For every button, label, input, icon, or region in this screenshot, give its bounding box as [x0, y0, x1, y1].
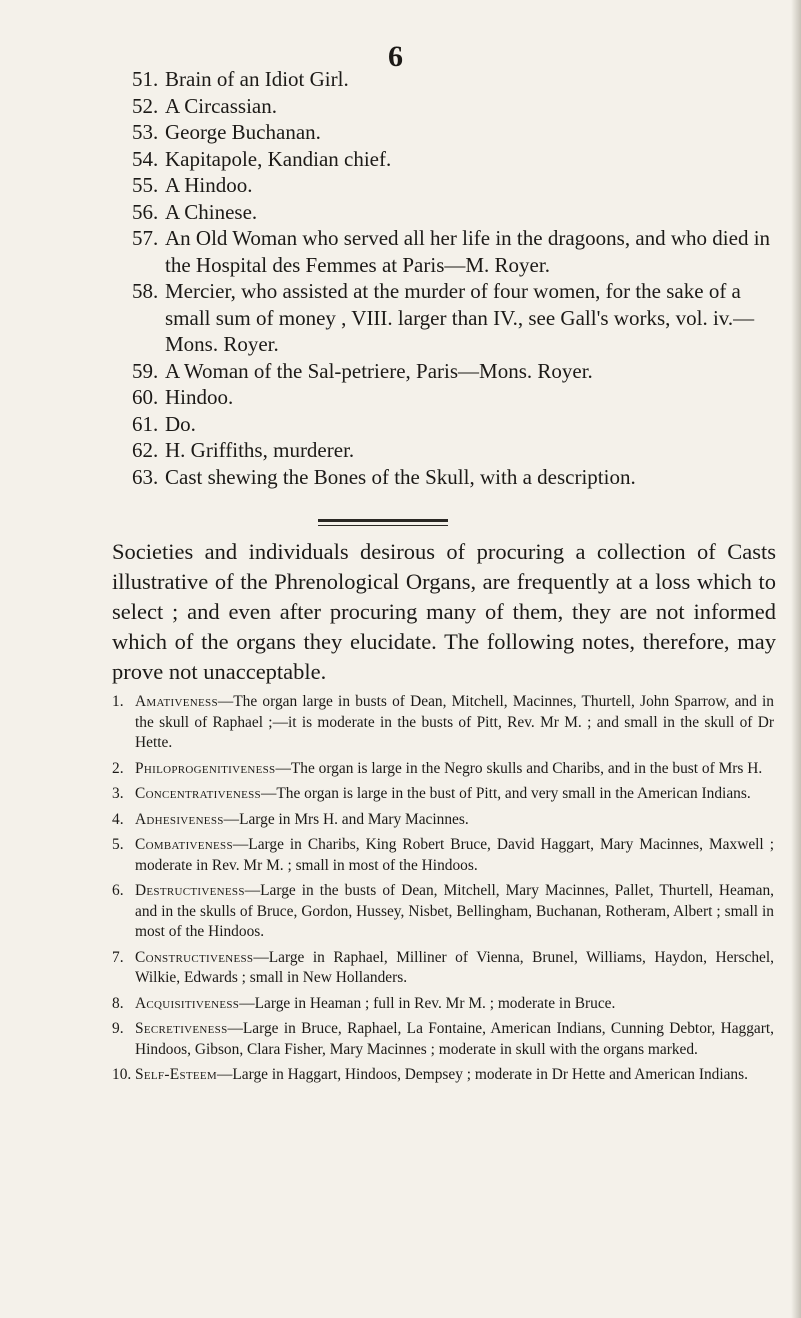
organ-name: Concentrativeness [135, 785, 261, 802]
organ-name: Combativeness [135, 836, 233, 853]
organ-note: 1. Amativeness—The organ large in busts of Dean, Mitchell, Macinnes, Thurtell, John Sparrow, and in the skull of Raphael ;—it is moderate in the busts of Pitt, Rev. Mr M. ; and small in the skull of Dr Hette. [112, 692, 774, 754]
note-number: 1. [112, 693, 124, 710]
entry-text: H. Griffiths, murderer. [165, 438, 355, 462]
note-number: 10. [112, 1066, 132, 1083]
organ-note: 9. Secretiveness—Large in Bruce, Raphael, La Fontaine, American Indians, Cunning Debtor, Haggart, Hindoos, Gibson, Clara Fisher, Mary Macinnes ; moderate in skull with the organs marked. [112, 1019, 774, 1060]
note-text: Large in Haggart, Hindoos, Dempsey ; moderate in Dr Hette and American Indians. [232, 1066, 748, 1083]
entry-text: An Old Woman who served all her life in the dragoons, and who died in the Hospital des Femmes at Paris—M. Royer. [165, 226, 771, 277]
organ-name: Self-Esteem [135, 1066, 217, 1083]
note-text: Large in Mrs H. and Mary Macinnes. [239, 810, 469, 828]
entry-number: 63. [132, 464, 159, 489]
note-number: 7. [112, 948, 124, 966]
catalogue-entry [132, 411, 772, 438]
intro-paragraph: Societies and individuals desirous of procuring a collection of Casts illustrative of the Phrenological Organs, are frequently at a loss which to select ; and even after procuring many of them, they are not informed which of the organs they elucidate. The following notes, therefore, may prove not unacceptable. [112, 539, 776, 684]
note-text: Large in the busts of Dean, Mitchell, Mary Macinnes, Pallet, Thurtell, Heaman, and in the skulls of Bruce, Gordon, Hussey, Nisbet, Bellingham, Buchanan, Rotheram, Albert ; small in most of the Hindoos. [135, 882, 774, 940]
entry-number: 55. [132, 173, 159, 197]
catalogue-entry [132, 358, 772, 385]
note-number: 9. [112, 1020, 124, 1037]
note-text: Large in Charibs, King Robert Bruce, David Haggart, Mary Macinnes, Maxwell ; moderate in Rev. Mr M. ; small in most of the Hindoos. [135, 836, 774, 874]
entry-number: 56. [132, 199, 159, 224]
entry-text: Kapitapole, Kandian chief. [165, 146, 392, 171]
note-number: 3. [112, 785, 124, 802]
organ-note: 4. Adhesiveness—Large in Mrs H. and Mary Macinnes. [112, 810, 774, 831]
note-text: The organ large in busts of Dean, Mitchell, Macinnes, Thurtell, John Sparrow, and in the skull of Raphael ;—it is moderate in the busts of Pitt, Rev. Mr M. ; and small in the skull of Dr Hette. [135, 693, 774, 751]
organ-notes-list [112, 692, 774, 1091]
catalogue-entry [132, 464, 772, 491]
note-text: Large in Heaman ; full in Rev. Mr M. ; moderate in Bruce. [254, 994, 616, 1012]
note-number: 2. [112, 759, 124, 777]
page-number: 6 [388, 40, 403, 73]
catalogue-entry [132, 93, 772, 120]
entry-number: 60. [132, 385, 159, 409]
page-edge-shadow [791, 0, 801, 1318]
catalogue-entry [132, 437, 772, 464]
note-text: The organ is large in the bust of Pitt, and very small in the American Indians. [276, 785, 751, 802]
catalogue-entry [132, 119, 772, 146]
organ-note: 7. Constructiveness—Large in Raphael, Milliner of Vienna, Brunel, Williams, Haydon, Herschel, Wilkie, Edwards ; small in New Hollanders. [112, 948, 774, 989]
catalogue-entry [132, 146, 772, 173]
organ-note: 3. Concentrativeness—The organ is large in the bust of Pitt, and very small in the American Indians. [112, 784, 774, 805]
section-divider-thick [318, 519, 448, 522]
entry-text: A Circassian. [165, 93, 277, 118]
note-number: 8. [112, 994, 124, 1012]
organ-name: Acquisitiveness [135, 994, 240, 1012]
organ-name: Amativeness [135, 693, 218, 710]
entry-text: A Chinese. [165, 199, 258, 224]
entry-text: Mercier, who assisted at the murder of four women, for the sake of a small sum of money , VIII. larger than IV., see Gall's works, vol. iv.—Mons. Royer. [165, 279, 755, 356]
section-divider-thin [318, 525, 448, 526]
note-number: 4. [112, 810, 124, 828]
entry-text: George Buchanan. [165, 120, 321, 144]
cast-catalogue-list [132, 66, 772, 490]
catalogue-entry [132, 384, 772, 411]
entry-text: A Woman of the Sal-petriere, Paris—Mons. Royer. [165, 358, 593, 383]
entry-text: Brain of an Idiot Girl. [165, 67, 349, 91]
note-number: 5. [112, 836, 124, 853]
note-text: Large in Bruce, Raphael, La Fontaine, American Indians, Cunning Debtor, Haggart, Hindoos, Gibson, Clara Fisher, Mary Macinnes ; moderate in skull with the organs marked. [135, 1020, 774, 1058]
entry-text: Cast shewing the Bones of the Skull, with a description. [165, 464, 636, 489]
organ-note: 8. Acquisitiveness—Large in Heaman ; full in Rev. Mr M. ; moderate in Bruce. [112, 994, 774, 1015]
organ-note: 2. Philoprogenitiveness—The organ is large in the Negro skulls and Charibs, and in the bust of Mrs H. [112, 759, 774, 780]
entry-number: 59. [132, 358, 159, 383]
organ-name: Secretiveness [135, 1020, 228, 1037]
organ-name: Destructiveness [135, 882, 245, 899]
entry-number: 61. [132, 411, 159, 436]
note-text: The organ is large in the Negro skulls and Charibs, and in the bust of Mrs H. [290, 759, 763, 777]
organ-name: Adhesiveness [135, 810, 224, 828]
organ-name: Constructiveness [135, 948, 254, 966]
catalogue-entry [132, 225, 772, 278]
note-text: Large in Raphael, Milliner of Vienna, Brunel, Williams, Haydon, Herschel, Wilkie, Edwards ; small in New Hollanders. [135, 948, 774, 986]
organ-name: Philoprogenitiveness [135, 759, 276, 777]
entry-number: 54. [132, 146, 159, 171]
organ-note: 6. Destructiveness—Large in the busts of Dean, Mitchell, Mary Macinnes, Pallet, Thurtell, Heaman, and in the skulls of Bruce, Gordon, Hussey, Nisbet, Bellingham, Buchanan, Rotheram, Albert ; small in most of the Hindoos. [112, 881, 774, 943]
catalogue-entry [132, 66, 772, 93]
organ-note: 5. Combativeness—Large in Charibs, King Robert Bruce, David Haggart, Mary Macinnes, Maxwell ; moderate in Rev. Mr M. ; small in most of the Hindoos. [112, 835, 774, 876]
entry-number: 53. [132, 120, 159, 144]
entry-text: A Hindoo. [165, 173, 253, 197]
entry-number: 52. [132, 93, 159, 118]
entry-number: 62. [132, 438, 159, 462]
entry-text: Do. [165, 411, 196, 436]
entry-number: 57. [132, 226, 159, 250]
organ-note: 10. Self-Esteem—Large in Haggart, Hindoos, Dempsey ; moderate in Dr Hette and American Indians. [112, 1065, 774, 1086]
catalogue-entry [132, 278, 772, 358]
entry-text: Hindoo. [165, 385, 234, 409]
catalogue-entry [132, 172, 772, 199]
entry-number: 58. [132, 279, 159, 303]
entry-number: 51. [132, 67, 159, 91]
note-number: 6. [112, 882, 124, 899]
catalogue-entry [132, 199, 772, 226]
